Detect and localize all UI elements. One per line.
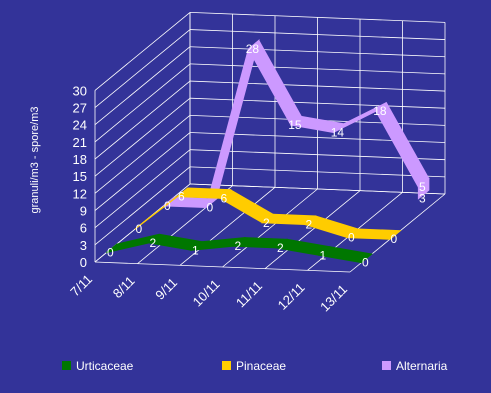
data-label: 0 [206,200,214,215]
y-tick-label: 30 [72,83,87,99]
grid-line [95,64,190,142]
data-label: 2 [305,217,313,232]
grid-line [95,150,190,228]
x-tick-label: 12/11 [274,279,308,313]
data-label: 2 [234,239,242,254]
data-label: 2 [149,235,157,250]
grid-line [95,12,190,90]
y-tick-label: 15 [72,169,87,185]
data-label: 0 [348,230,355,245]
data-label: 0 [362,255,369,270]
grid-line [95,47,190,125]
legend-swatch [382,361,391,370]
data-label: 15 [288,118,302,133]
legend-label: Pinaceae [236,359,287,373]
legend-swatch [222,361,231,370]
grid-line [95,115,190,193]
x-tick-label: 10/11 [189,276,223,310]
grid-line [95,98,190,176]
data-label: 2 [277,240,284,255]
x-tick-label: 7/11 [67,271,96,300]
y-tick-label: 9 [79,203,87,219]
legend [62,359,448,373]
y-tick-label: 21 [72,134,87,150]
y-axis-ticks [73,83,87,270]
y-tick-label: 12 [72,186,87,202]
data-label: 0 [164,198,171,213]
data-label: 6 [178,189,185,204]
x-tick-label: 8/11 [109,273,138,302]
y-tick-label: 6 [79,220,87,236]
y-tick-label: 24 [72,117,87,133]
grid-line [95,81,190,159]
data-label: 14 [330,125,345,140]
data-label: 18 [373,104,387,119]
x-tick-label: 13/11 [317,281,351,315]
legend-label: Urticaceae [76,359,134,373]
data-label: 5 [419,180,426,195]
y-tick-label: 0 [79,255,87,270]
data-label: 1 [319,248,327,263]
data-label: 0 [390,232,398,247]
y-tick-label: 27 [72,100,87,116]
x-tick-label: 11/11 [232,278,266,311]
grid-line [95,30,190,108]
y-axis-title: granuli/m3 - spore/m3 [29,106,41,214]
data-label: 6 [220,191,228,206]
y-tick-label: 18 [72,152,87,168]
data-label: 0 [107,245,114,260]
legend-label: Alternaria [396,359,448,373]
data-label: 1 [192,243,199,258]
x-tick-label: 9/11 [152,274,181,303]
data-label: 2 [263,215,270,230]
y-tick-label: 3 [79,237,87,253]
data-label: 3 [419,191,426,206]
x-axis-ticks [67,272,350,315]
legend-swatch [62,361,71,370]
data-label: 28 [245,42,260,57]
data-label: 0 [135,222,143,237]
